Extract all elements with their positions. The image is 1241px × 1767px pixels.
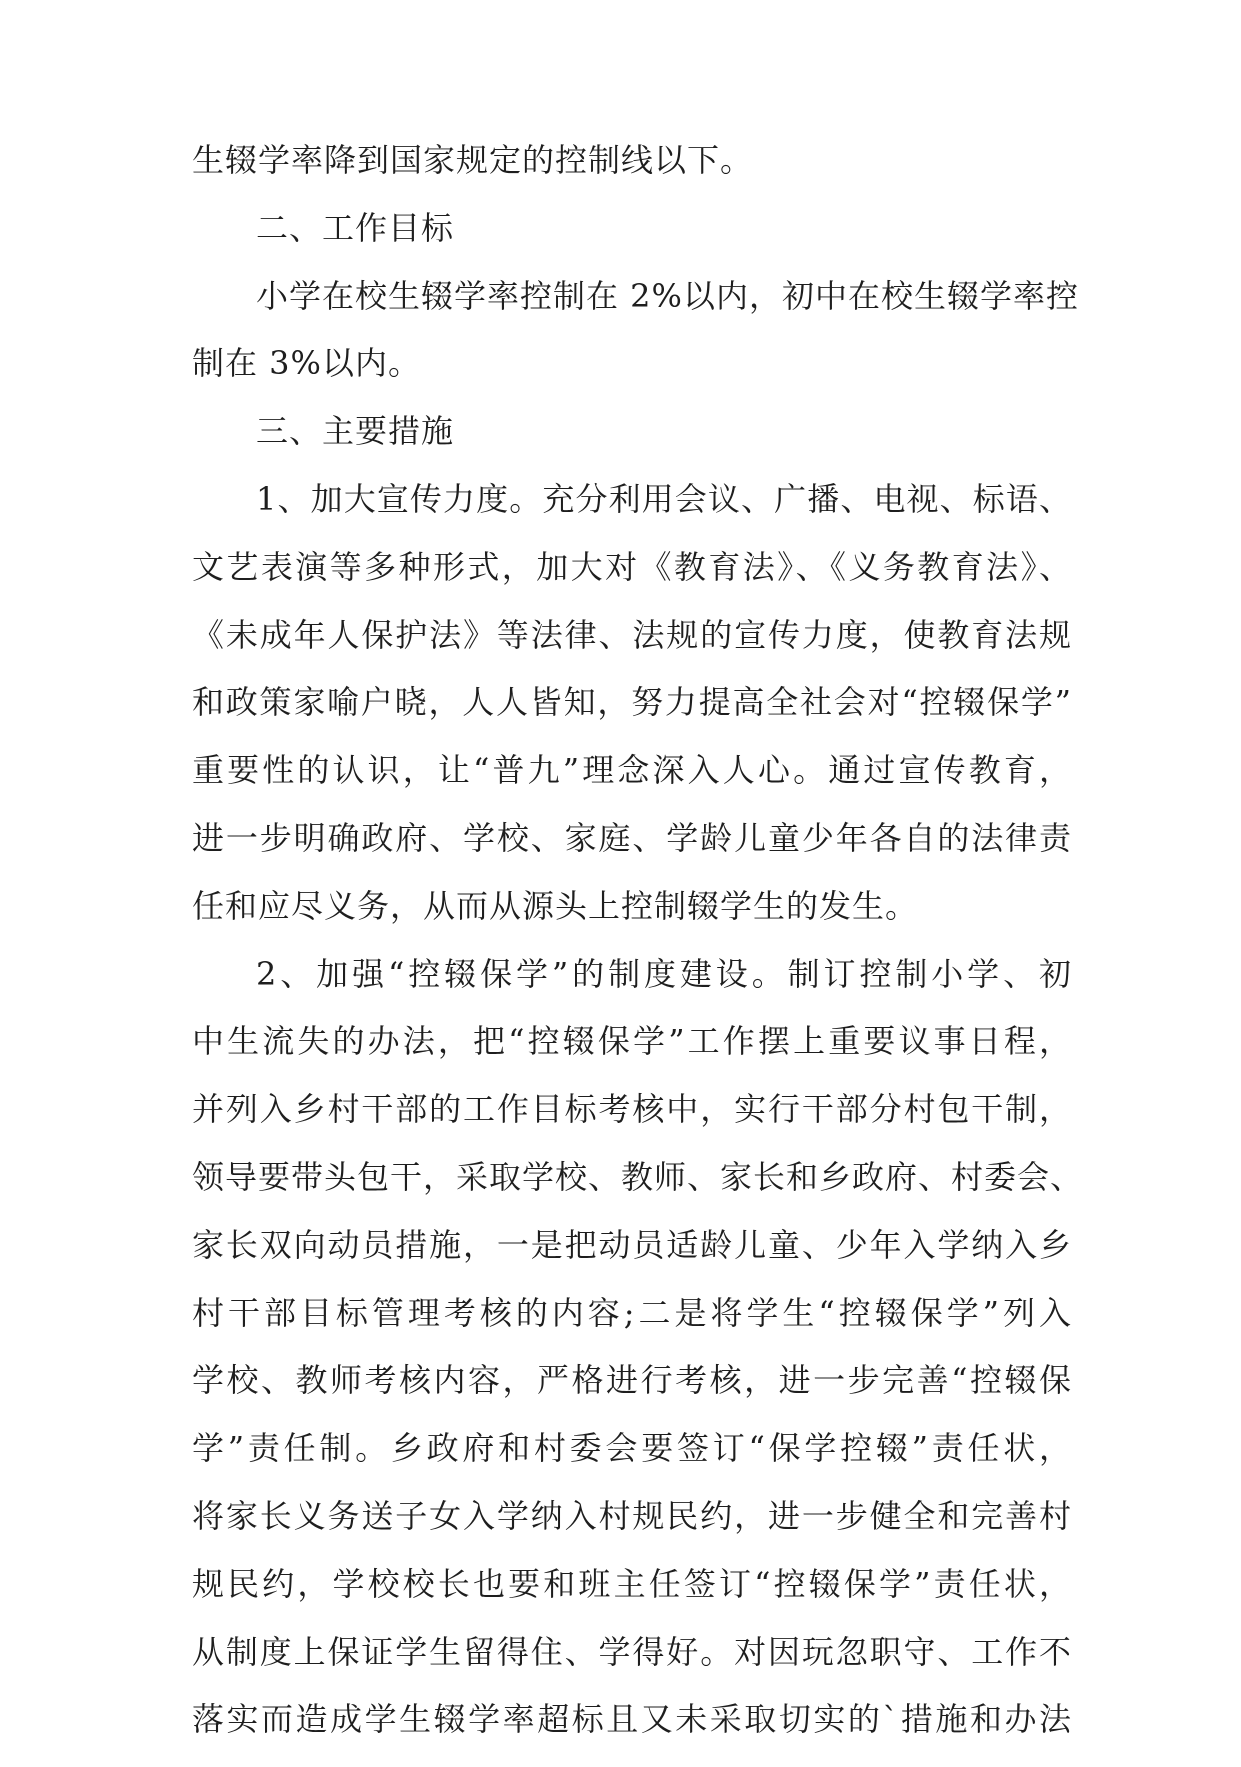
text-line: 进一步明确政府、学校、家庭、学龄儿童少年各自的法律责 (192, 818, 1072, 857)
text-line: 领导要带头包干，采取学校、教师、家长和乡政府、村委会、 (192, 1157, 1084, 1196)
text-line: 任和应尽义务，从而从源头上控制辍学生的发生。 (192, 886, 919, 925)
text-line: 将家长义务送子女入学纳入村规民约，进一步健全和完善村 (192, 1496, 1072, 1535)
text-line: 规民约，学校校长也要和班主任签订“控辍保学”责任状， (192, 1564, 1072, 1603)
text-line: 制在 3%以内。 (192, 344, 421, 383)
text-line: 落实而造成学生辍学率超标且又未采取切实的`措施和办法 (192, 1700, 1072, 1739)
text-line: 和政策家喻户晓，人人皆知，努力提高全社会对“控辍保学” (192, 683, 1072, 722)
text-line: 生辍学率降到国家规定的控制线以下。 (192, 141, 754, 179)
text-line: 并列入乡村干部的工作目标考核中，实行干部分村包干制， (192, 1090, 1072, 1129)
text-line: 学”责任制。乡政府和村委会要签订“保学控辍”责任状， (192, 1429, 1072, 1468)
text-line: 中生流失的办法，把“控辍保学”工作摆上重要议事日程， (192, 1022, 1072, 1061)
text-line: 村干部目标管理考核的内容;二是将学生“控辍保学”列入 (192, 1293, 1072, 1332)
text-line: 1、加大宣传力度。充分利用会议、广播、电视、标语、 (256, 479, 1072, 518)
text-line: 文艺表演等多种形式，加大对《教育法》、《义务教育法》、 (192, 547, 1072, 586)
text-line: 家长双向动员措施，一是把动员适龄儿童、少年入学纳入乡 (192, 1225, 1072, 1264)
text-line: 学校、教师考核内容，严格进行考核，进一步完善“控辍保 (192, 1361, 1072, 1400)
document-body (192, 140, 1084, 1767)
text-line: 2、加强“控辍保学”的制度建设。制订控制小学、初 (256, 954, 1072, 993)
text-line: 从制度上保证学生留得住、学得好。对因玩忽职守、工作不 (192, 1632, 1072, 1671)
text-line: 小学在校生辍学率控制在 2%以内，初中在校生辍学率控 (256, 276, 1079, 315)
text-line: 二、工作目标 (256, 208, 455, 247)
text-line: 《未成年人保护法》等法律、法规的宣传力度，使教育法规 (192, 615, 1072, 654)
text-line: 重要性的认识，让“普九”理念深入人心。通过宣传教育， (192, 751, 1072, 790)
text-line: 三、主要措施 (256, 412, 455, 451)
